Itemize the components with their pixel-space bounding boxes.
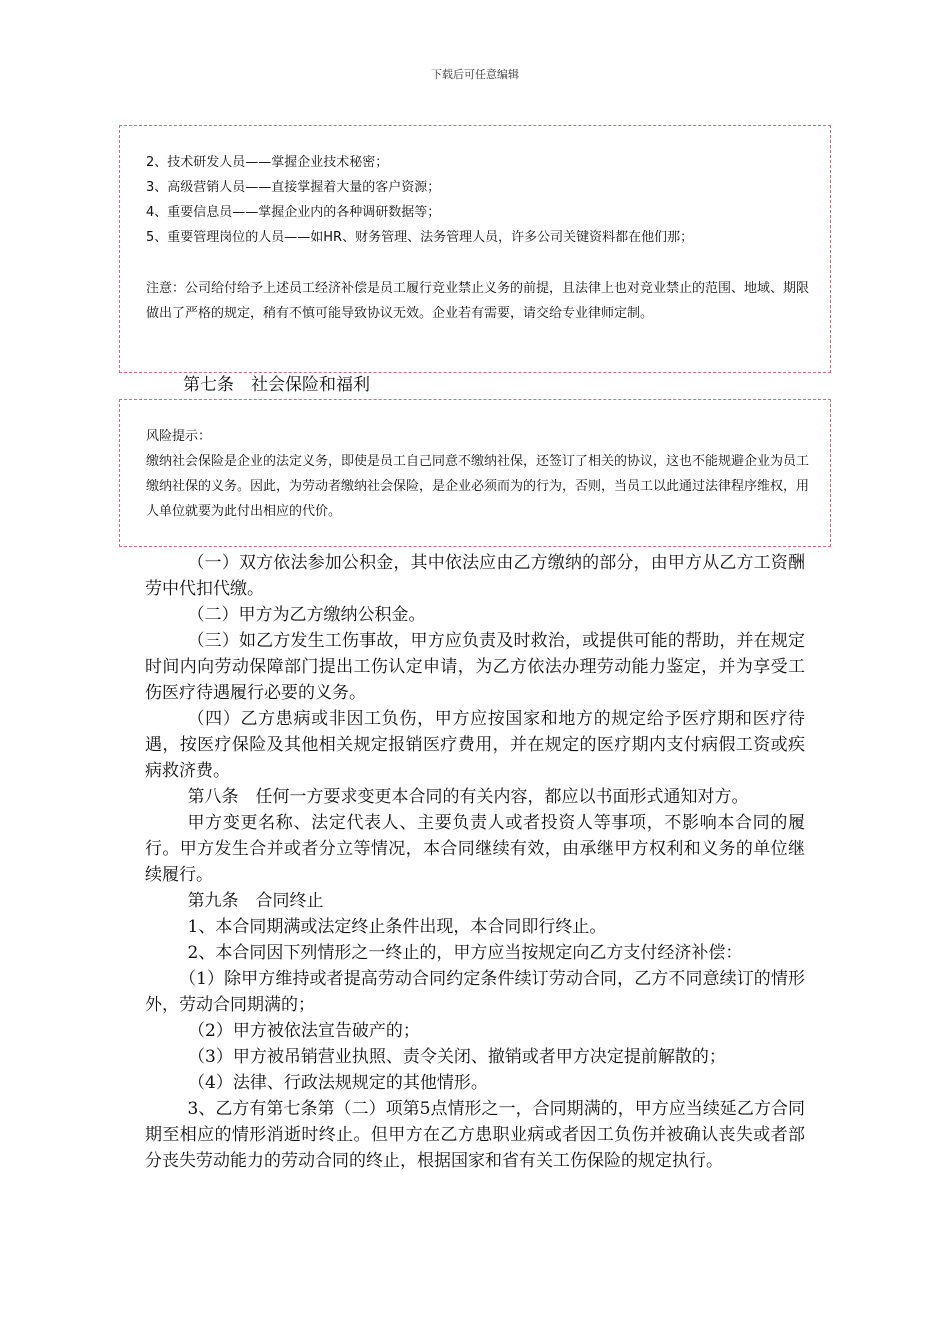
list-item: 3、高级营销人员——直接掌握着大量的客户资源； xyxy=(146,180,441,195)
article-9-title: 第九条 合同终止 xyxy=(187,891,324,911)
paragraph: （二）甲方为乙方缴纳公积金。 xyxy=(187,605,426,625)
position-list xyxy=(146,150,693,250)
risk-box xyxy=(119,399,831,547)
paragraph: 1、本合同期满或法定终止条件出现，本合同即行终止。 xyxy=(187,917,607,937)
note-text: 注意：公司给付给予上述员工经济补偿是员工履行竞业禁止义务的前提，且法律上也对竞业禁止的范围、地域、期限做出了严格的规定，稍有不慎可能导致协议无效。企业若有需要，请交给专业律师定制。 xyxy=(146,281,810,321)
paragraph: （3）甲方被吊销营业执照、责令关闭、撤销或者甲方决定提前解散的； xyxy=(188,1047,726,1067)
paragraph: （四）乙方患病或非因工负伤，甲方应按国家和地方的规定给予医疗期和医疗待遇，按医疗保险及其他相关规定报销医疗费用，并在规定的医疗期内支付病假工资或疾病救济费。 xyxy=(145,709,805,781)
paragraph: （一）双方依法参加公积金，其中依法应由乙方缴纳的部分，由甲方从乙方工资酬劳中代扣代缴。 xyxy=(145,553,805,599)
paragraph: 3、乙方有第七条第（二）项第5点情形之一，合同期满的，甲方应当续延乙方合同期至相应的情形消逝时终止。但甲方在乙方患职业病或者因工负伤并被确认丧失或者部分丧失劳动能力的劳动合同的终止，根据国家和省有关工伤保险的规定执行。 xyxy=(145,1099,805,1171)
list-item: 2、技术研发人员——掌握企业技术秘密； xyxy=(146,155,389,170)
paragraph: 2、本合同因下列情形之一终止的，甲方应当按规定向乙方支付经济补偿： xyxy=(187,943,743,963)
list-item: 4、重要信息员——掌握企业内的各种调研数据等； xyxy=(146,205,441,220)
note-block xyxy=(146,276,816,326)
article-7-title: 第七条 社会保险和福利 xyxy=(183,375,370,395)
paragraph: （2）甲方被依法宣告破产的； xyxy=(188,1021,420,1041)
paragraph: （三）如乙方发生工伤事故，甲方应负责及时救治，或提供可能的帮助，并在规定时间内向劳动保障部门提出工伤认定申请，为乙方依法办理劳动能力鉴定，并为享受工伤医疗待遇履行必要的义务。 xyxy=(145,631,805,703)
page-header: 下载后可任意编辑 xyxy=(431,68,519,81)
paragraph: （1）除甲方维持或者提高劳动合同约定条件续订劳动合同，乙方不同意续订的情形外，劳动合同期满的； xyxy=(145,969,805,1015)
contract-body xyxy=(145,550,805,1174)
article-8-paragraph: 第八条 任何一方要求变更本合同的有关内容，都应以书面形式通知对方。 xyxy=(187,787,749,807)
list-item: 5、重要管理岗位的人员——如HR、财务管理、法务管理人员，许多公司关键资料都在他们那； xyxy=(146,230,694,245)
risk-label: 风险提示： xyxy=(146,429,212,444)
notice-box xyxy=(119,125,831,373)
risk-text: 缴纳社会保险是企业的法定义务，即使是员工自己同意不缴纳社保，还签订了相关的协议，这也不能规避企业为员工缴纳社保的义务。因此，为劳动者缴纳社会保险，是企业必须而为的行为，否则，当员工以此通过法律程序维权，用人单位就要为此付出相应的代价。 xyxy=(146,454,810,519)
paragraph: （4）法律、行政法规规定的其他情形。 xyxy=(188,1073,488,1093)
paragraph: 甲方变更名称、法定代表人、主要负责人或者投资人等事项，不影响本合同的履行。甲方发生合并或者分立等情况，本合同继续有效，由承继甲方权利和义务的单位继续履行。 xyxy=(145,813,805,885)
